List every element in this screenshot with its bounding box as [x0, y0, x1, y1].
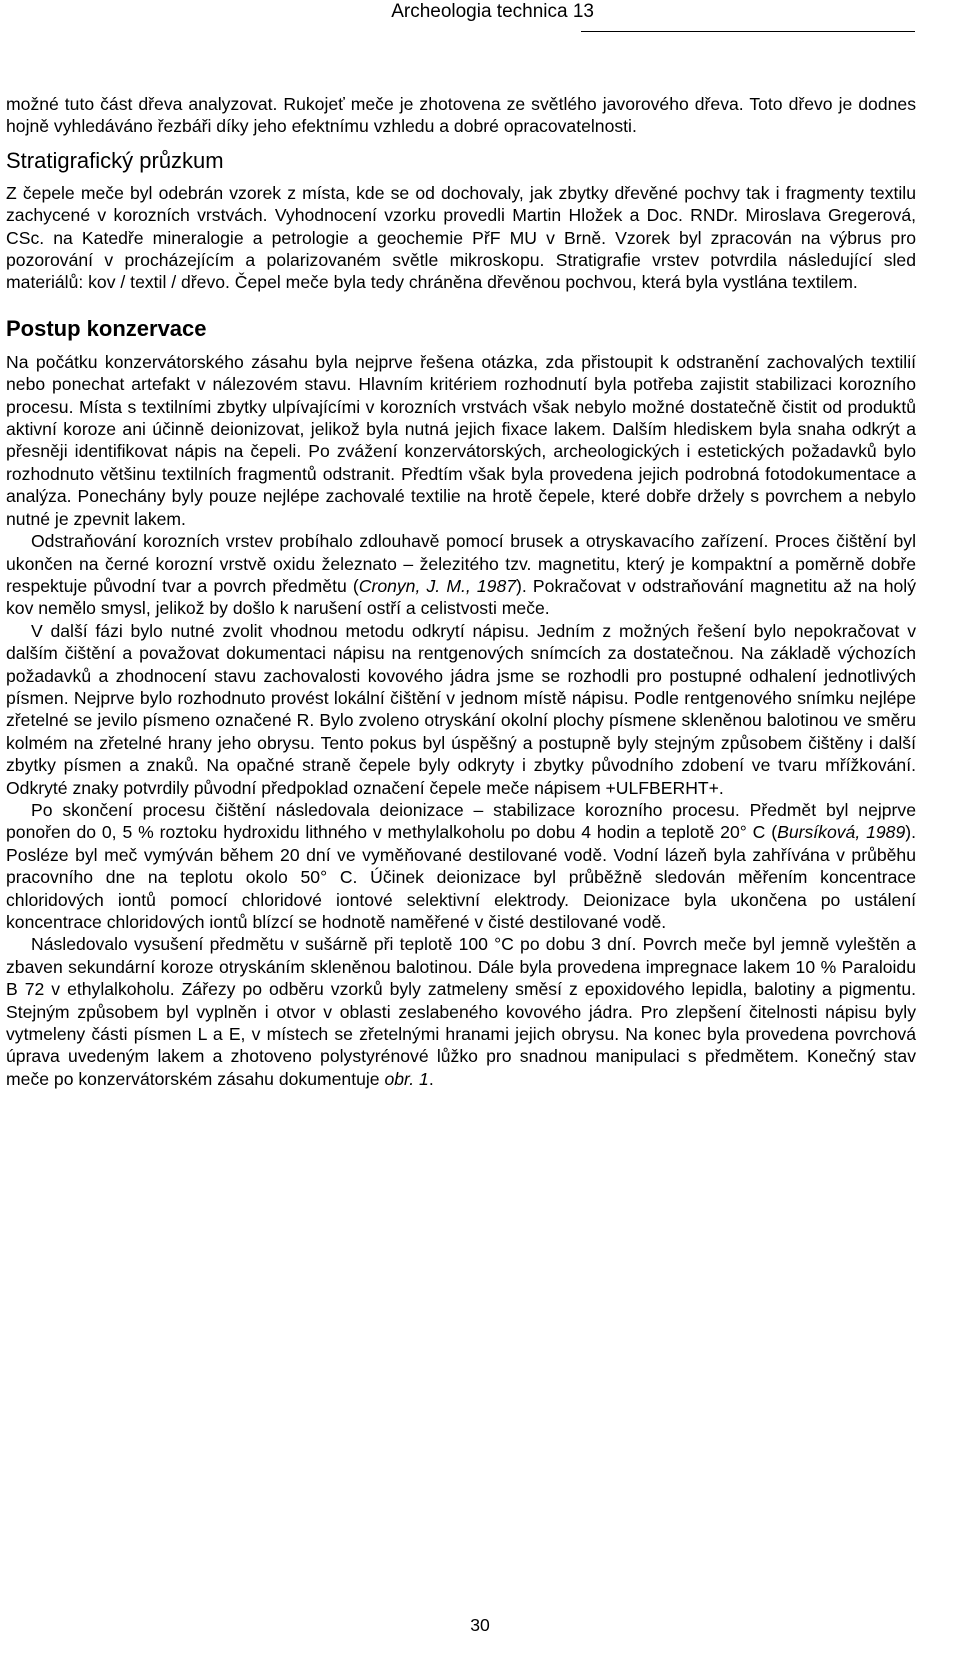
paragraph-text: .: [428, 1068, 434, 1089]
conservation-paragraph-1: Na počátku konzervátorského zásahu byla nejprve řešena otázka, zda přistoupit k odstranění zachovalých textilií nebo ponechat artefakt v nálezovém stavu. Hlavním kritériem rozhodnutí byla potřeba zajistit stabilizaci korozního procesu. Místa s textilními zbytky ulpívajícími v korozních vrstvách však nebylo možné dostatečně čistit od produktů aktivní koroze ani účinně deionizovat, jelikož byla nutná jejich fixace lakem. Dalším hlediskem byla snaha odkrýt a přesněji identifikovat nápis na čepeli. Po zvážení konzervátorských, archeologických i estetických požadavků bylo rozhodnuto většinu textilních fragmentů odstranit. Předtím však byla provedena jejich podrobná fotodokumentace a analýza. Ponechány byly pouze nejlépe zachovalé textilie na hrotě čepele, které dobře držely s povrchem a nebylo nutné je zpevnit lakem.: [6, 351, 916, 529]
citation-bursikova: Bursíková, 1989: [777, 822, 906, 843]
paragraph-text: Po skončení procesu čištění následovala deionizace – stabilizace korozního procesu. Předmět byl nejprve ponořen do 0, 5 % roztoku hydroxidu lithného v methylalkoholu po dobu 4 hodin a teplotě 20° C (: [6, 799, 916, 843]
header-rule: [581, 31, 915, 32]
conservation-paragraph-5: [6, 933, 916, 1090]
paragraph-text: Odstraňování korozních vrstev probíhalo zdlouhavě pomocí brusek a otryskavacího zařízení. Proces čištění byl ukončen na černé korozní vrstvě oxidu železnato – železitého tzv. magnetitu, který je kompaktní a poměrně dobře respektuje původní tvar a povrch předmětu (: [6, 531, 916, 596]
page-number: 30: [470, 1615, 490, 1635]
paragraph-text: ). Posléze byl meč vymýván během 20 dní ve vyměňované destilované vodě. Vodní lázeň byla zahřívána v průběhu pracovního dne na teplotu okolo 50° C. Účinek deionizace byl průběžně sledován měřením koncentrace chloridových iontů pomocí chloridové iontové selektivní elektrody. Deionizace byla ukončena po ustálení koncentrace chloridových iontů blízcí se hodnotě naměřené v čisté destilované vodě.: [6, 822, 916, 932]
intro-paragraph: možné tuto část dřeva analyzovat. Rukojeť meče je zhotovena ze světlého javorového dřeva. Toto dřevo je dodnes hojně vyhledáváno řezbáři díky jeho efektnímu vzhledu a dobré opracovatelnosti.: [6, 94, 916, 137]
stratigraphy-paragraph: Z čepele meče byl odebrán vzorek z místa, kde se od dochovaly, jak zbytky dřevěné pochvy tak i fragmenty textilu zachycené v korozních vrstvách. Vyhodnocení vzorku provedli Martin Hložek a Doc. RNDr. Miroslava Gregerová, CSc. na Katedře mineralogie a petrologie a geochemie PřF MU v Brně. Vzorek byl zpracován na výbrus pro pozorování v procházejícím a polarizovaném světle mikroskopu. Stratigrafie vrstev potvrdila následující sled materiálů: kov / textil / dřevo. Čepel meče byla tedy chráněna dřevěnou pochvou, která byla vystlána textilem.: [6, 182, 916, 293]
section-heading-stratigraphy: Stratigrafický průzkum: [6, 147, 224, 173]
citation-cronyn: Cronyn, J. M., 1987: [358, 575, 517, 596]
paragraph-text: ). Pokračovat v odstraňování magnetitu až na holý kov nemělo smysl, jelikož by došlo k narušení ostří a celistvosti meče.: [6, 575, 917, 619]
paragraph-text: Následovalo vysušení předmětu v sušárně při teplotě 100 °C po dobu 3 dní. Povrch meče byl jemně vyleštěn a zbaven sekundární koroze otryskáním skleněnou balotinou. Dále byla provedena impregnace lakem 10 % Paraloidu B 72 v ethylalkoholu. Zářezy po odběru vzorků byly zatmeleny směsí z epoxidového lepidla, balotiny a pigmentu. Stejným způsobem byl vyplněn i otvor v oblasti zeslabeného kovového jádra. Pro zlepšení čitelnosti nápisu byly vytmeleny části písmen L a E, v místech se zřetelnými hranami jejich obrysu. Na konec byla provedena povrchová úprava uvedeným lakem a zhotoveno polystyrénové lůžko pro snadnou manipulaci s předmětem. Konečný stav meče po konzervátorském zásahu dokumentuje: [6, 934, 916, 1089]
conservation-paragraph-2: [6, 530, 916, 620]
section-heading-conservation: Postup konzervace: [6, 315, 207, 341]
running-header: [0, 0, 960, 33]
figure-reference: obr. 1: [384, 1068, 429, 1089]
conservation-paragraph-4: [6, 799, 916, 933]
article-body: [6, 93, 916, 1090]
journal-title: Archeologia technica 13: [391, 1, 594, 22]
conservation-paragraph-3: V další fázi bylo nutné zvolit vhodnou metodu odkrytí nápisu. Jedním z možných řešení bylo nepokračovat v dalším čištění a považovat dokumentaci nápisu na rentgenových snímcích za dostatečnou. Na základě výchozích požadavků a zhodnocení stavu zachovalosti kovového jádra jsme se rozhodli pro postupné odhalení jednotlivých písmen. Nejprve bylo rozhodnuto provést lokální čištění v jednom místě nápisu. Podle rentgenového snímku nejlépe zřetelné se jevilo písmeno označené R. Bylo zvoleno otryskání okolní plochy písmene skleněnou balotinou ve směru kolmém na zřetelné hrany jeho obrysu. Tento pokus byl úspěšný a postupně byly stejným způsobem čištěny i další zbytky písmen a znaků. Na opačné straně čepele byly odkryty i zbytky původního zdobení ve tvaru mřížkování. Odkryté znaky potvrdily původní předpoklad označení čepele meče nápisem +ULFBERHT+.: [6, 620, 916, 798]
